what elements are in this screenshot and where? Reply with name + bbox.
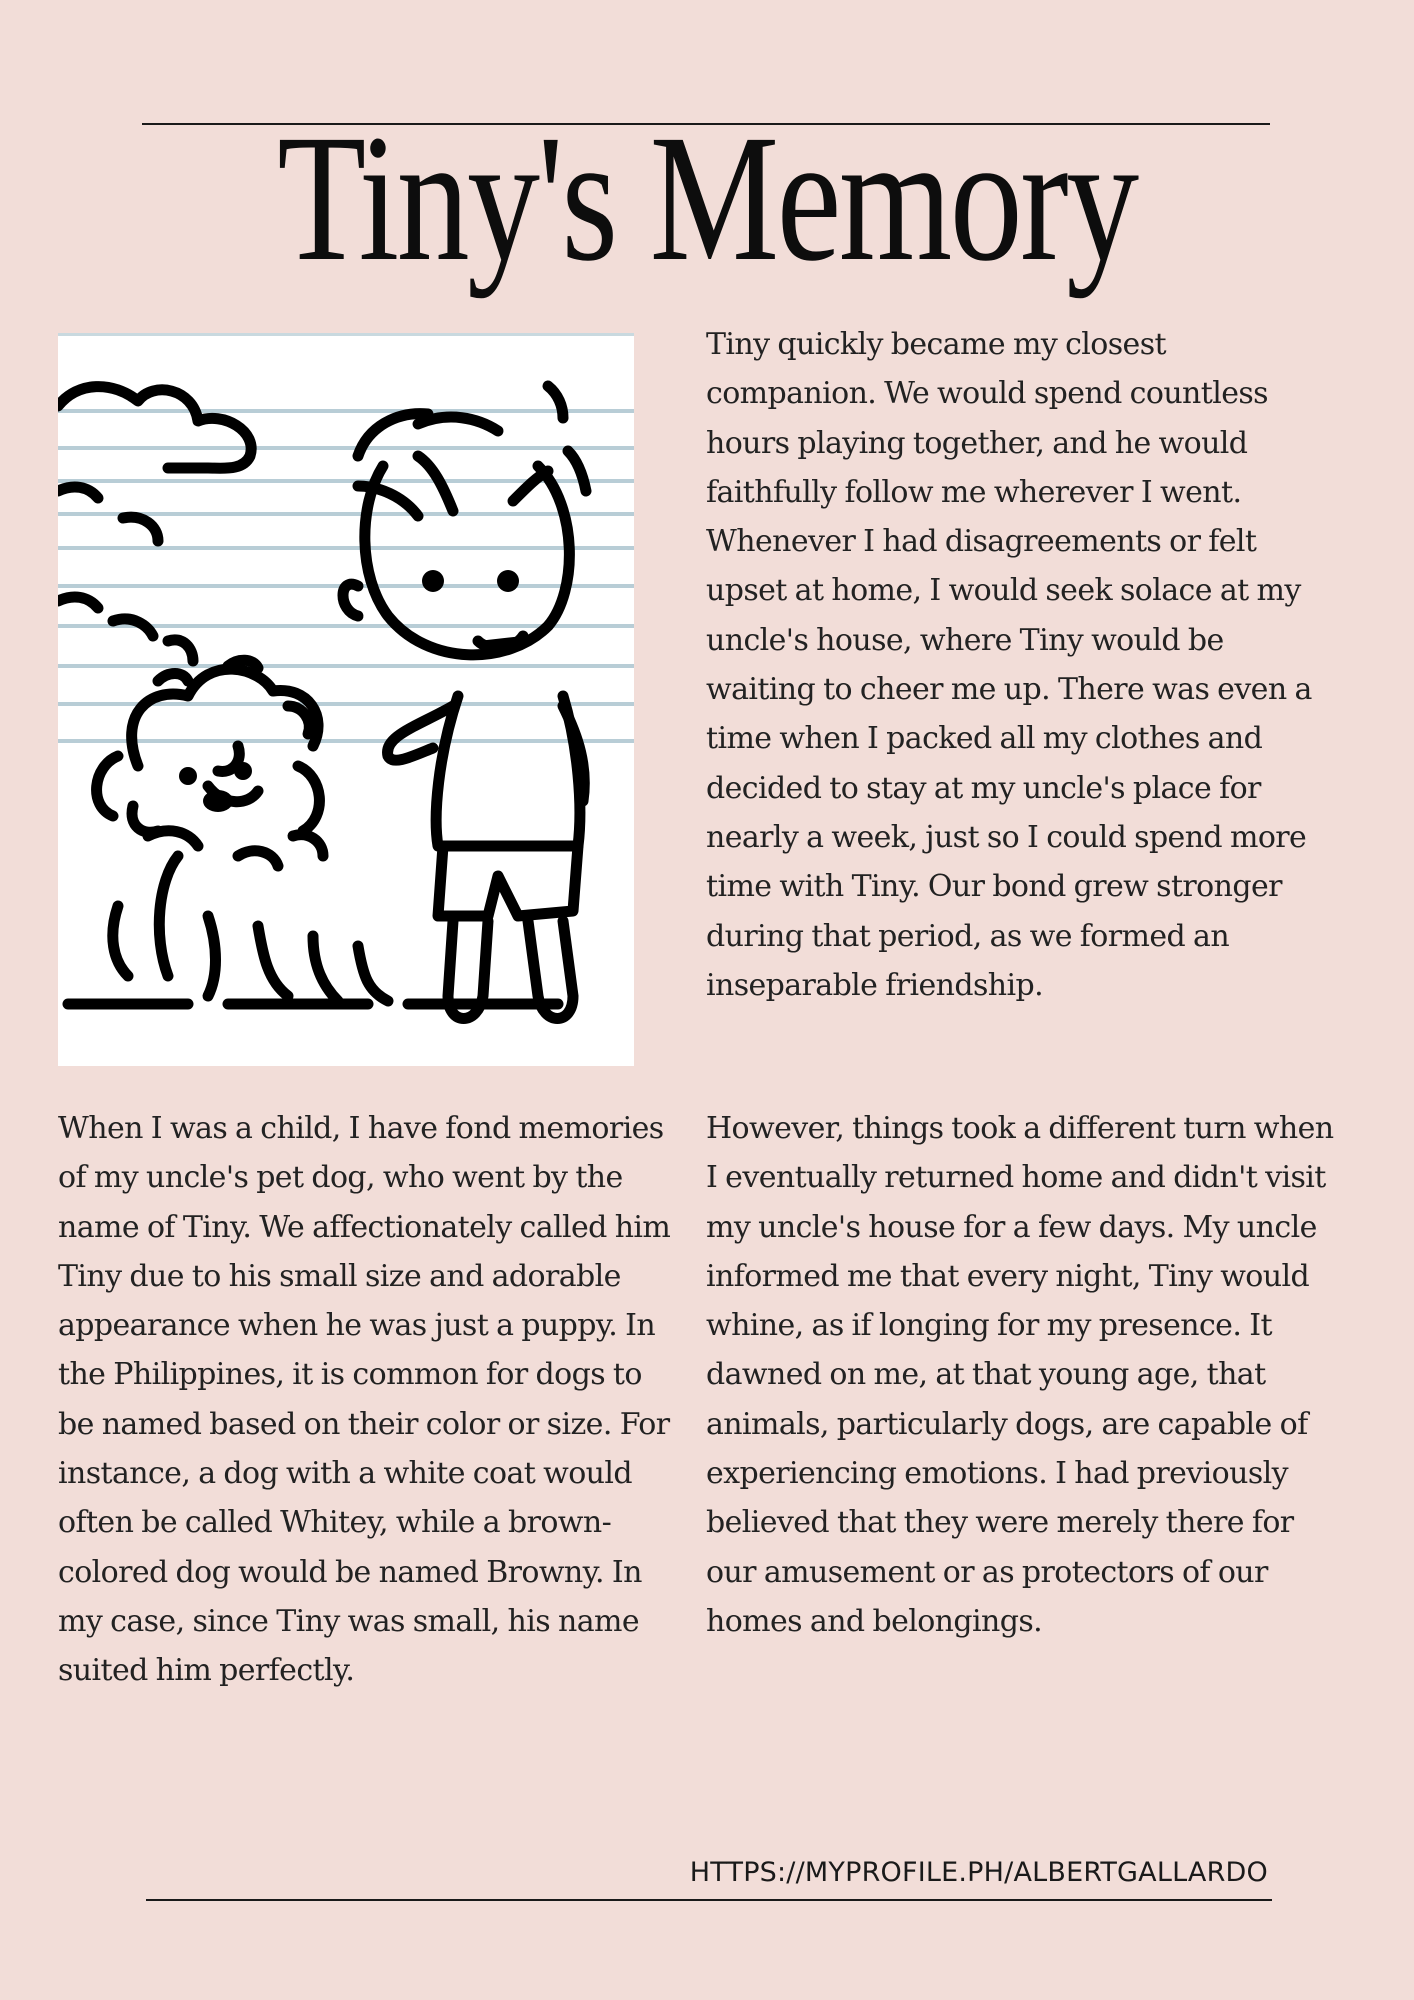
paragraph-emotions: However, things took a different turn when I eventually returned home and didn't visit my uncle's house for a few days. My uncle informed me that every night, Tiny would whine, as if longing for my presence. It dawned on me, at that young age, that animals, particularly dogs, are capable of experiencing emotions. I had previously believed that they were merely there for our amusement or as protectors of our homes and belongings. [706,1111,1334,1639]
page-title: Tiny's Memory [277,98,1137,299]
boy-and-dog-illustration [58,333,634,1066]
paragraph-companion: Tiny quickly became my closest companion. We would spend countless hours playing together, and he would faithfully follow me wherever I went. Whenever I had disagreements or felt upset at home, I would seek solace at my uncle's house, where Tiny would be waiting to cheer me up. There was even a time when I packed all my clothes and decided to stay at my uncle's place for nearly a week, just so I could spend more time with Tiny. Our bond grew stronger during that period, as we formed an inseparable friendship. [706,327,1312,1003]
bottom-divider [146,1899,1272,1901]
footer-link[interactable]: HTTPS://MYPROFILE.PH/ALBERTGALLARDO [689,1857,1268,1888]
paragraph-childhood: When I was a child, I have fond memories of my uncle's pet dog, who went by the name of Tiny. We affectionately called him Tiny due to his small size and adorable appearance when he was just a puppy. In the Philippines, it is common for dogs to be named based on their color or size. For instance, a dog with a white coat would often be called Whitey, while a brown-colored dog would be named Browny. In my case, since Tiny was small, his name suited him perfectly. [58,1111,671,1689]
